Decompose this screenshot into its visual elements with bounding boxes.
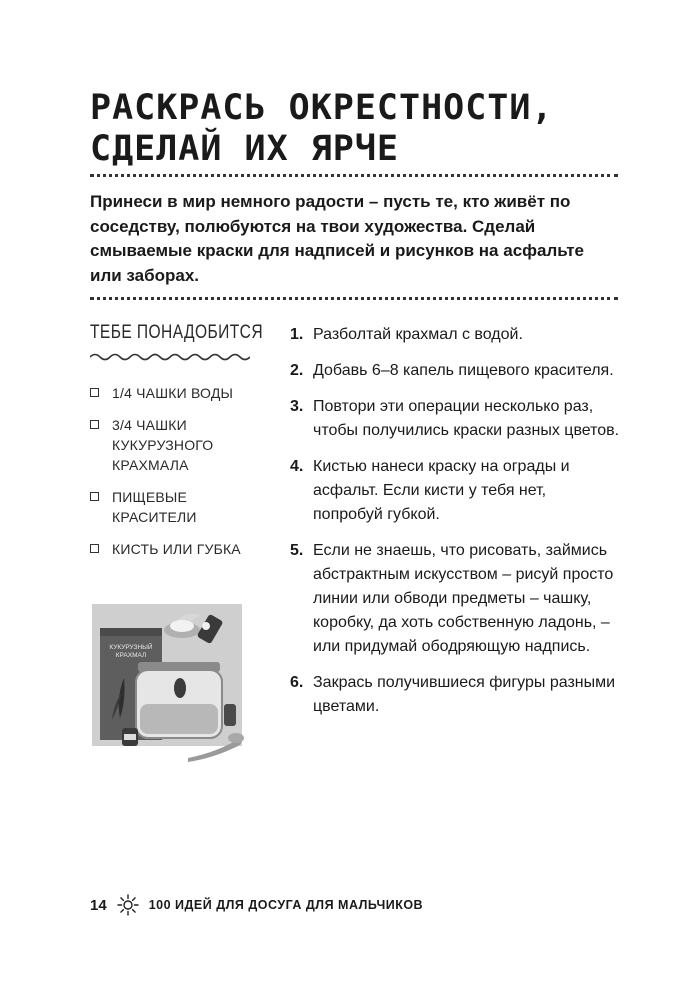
step-text: Закрась получившиеся фигуры разными цветами. — [313, 674, 616, 715]
step-text: Кистью нанеси краску на ограды и асфальт. Если кисти у тебя нет, попробуй губкой. — [313, 458, 570, 523]
needs-heading: ТЕБЕ ПОНАДОБИТСЯ — [90, 322, 264, 343]
box-label-line-1: КУКУРУЗНЫЙ — [109, 644, 153, 651]
checkbox-icon — [90, 492, 99, 501]
step-number: 5. — [290, 542, 304, 559]
sun-icon — [117, 894, 139, 916]
page-title — [90, 88, 630, 170]
page-number: 14 — [90, 896, 107, 914]
step-item — [290, 359, 620, 383]
page-footer — [90, 893, 423, 917]
dotted-divider-bottom — [90, 297, 618, 300]
dotted-divider-top — [90, 174, 618, 177]
steps-list — [290, 323, 620, 731]
step-text: Добавь 6–8 капель пищевого красителя. — [313, 362, 614, 379]
box-label-line-2: КРАХМАЛ — [115, 652, 147, 659]
step-number: 3. — [290, 398, 304, 415]
step-number: 6. — [290, 674, 304, 691]
title-line-1: РАСКРАСЬ ОКРЕСТНОСТИ, — [90, 88, 554, 128]
step-item — [290, 323, 620, 347]
checkbox-icon — [90, 420, 99, 429]
step-item — [290, 455, 620, 527]
needs-item: КИСТЬ ИЛИ ГУБКА — [90, 539, 265, 559]
book-title: 100 ИДЕЙ ДЛЯ ДОСУГА ДЛЯ МАЛЬЧИКОВ — [148, 898, 424, 912]
step-item — [290, 539, 620, 659]
needs-item: ПИЩЕВЫЕ КРАСИТЕЛИ — [90, 487, 265, 527]
step-number: 1. — [290, 326, 304, 343]
step-text: Повтори эти операции несколько раз, чтобы получились краски разных цветов. — [313, 398, 620, 439]
wavy-underline — [90, 352, 250, 362]
checkbox-icon — [90, 544, 99, 553]
step-number: 4. — [290, 458, 304, 475]
step-item — [290, 395, 620, 443]
starch-paint-illustration — [90, 600, 250, 770]
intro-paragraph: Принеси в мир немного радости – пусть те, кто живёт по соседству, полюбуются на твои художества. Сделай смываемые краски для надписей и рисунков на асфальте или заборах. — [90, 192, 585, 285]
needs-item: 1/4 ЧАШКИ ВОДЫ — [90, 383, 265, 403]
step-text: Если не знаешь, что рисовать, займись абстрактным искусством – рисуй просто линии или обводи предметы – чашку, коробку, да хоть собственную ладонь, – или придумай ободряющую надпись. — [313, 542, 614, 655]
step-text: Разболтай крахмал с водой. — [313, 326, 523, 343]
title-line-2: СДЕЛАЙ ИХ ЯРЧЕ — [90, 129, 400, 169]
needs-list — [90, 383, 265, 571]
step-item — [290, 671, 620, 719]
step-number: 2. — [290, 362, 304, 379]
needs-item: 3/4 ЧАШКИ КУКУРУЗНОГО КРАХМАЛА — [90, 415, 265, 475]
checkbox-icon — [90, 388, 99, 397]
